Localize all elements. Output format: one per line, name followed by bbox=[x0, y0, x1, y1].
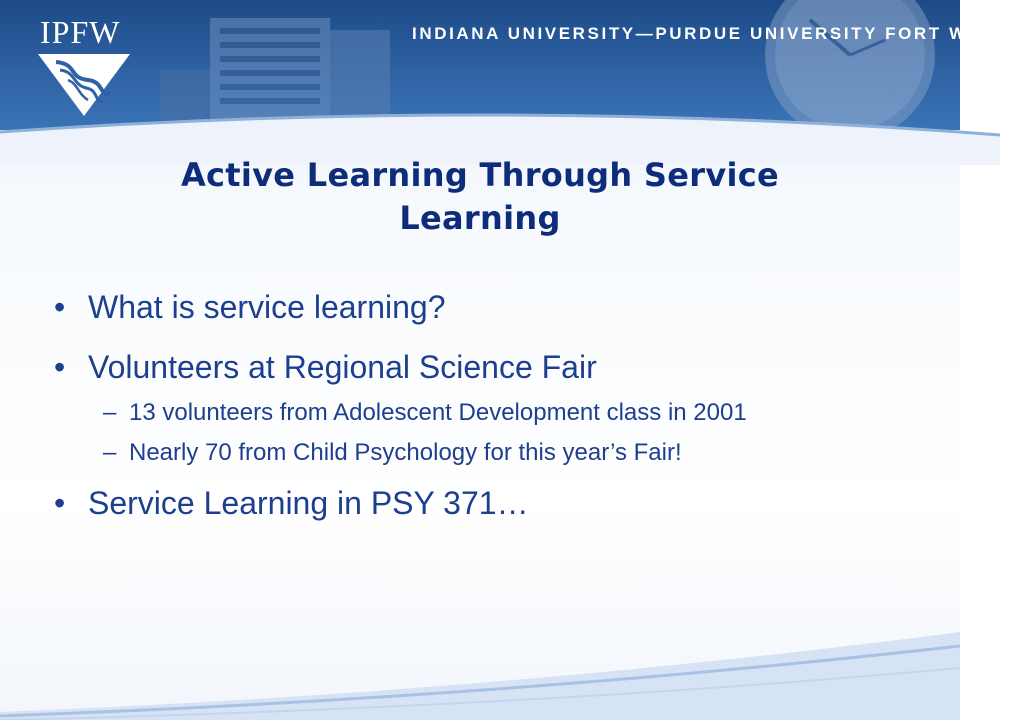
bullet-item bbox=[54, 484, 934, 522]
sub-bullet-marker: – bbox=[103, 399, 117, 426]
slide-title-line-1: Active Learning Through Service bbox=[180, 156, 780, 194]
bullet-item bbox=[54, 348, 934, 386]
bullet-marker: • bbox=[54, 485, 66, 521]
logo-text: IPFW bbox=[40, 14, 121, 50]
bullet-marker: • bbox=[54, 349, 66, 385]
bullet-text: Service Learning in PSY 371… bbox=[88, 485, 529, 521]
sub-bullet-item bbox=[54, 436, 929, 470]
sub-bullet-text: 13 volunteers from Adolescent Development class in 2001 bbox=[129, 399, 747, 426]
university-name: INDIANA UNIVERSITY—PURDUE UNIVERSITY FORT WAYNE bbox=[412, 24, 1023, 43]
bullet-item bbox=[54, 288, 934, 326]
bullet-text: Volunteers at Regional Science Fair bbox=[88, 349, 597, 385]
ipfw-logo bbox=[14, 6, 134, 118]
sub-bullet-marker: – bbox=[103, 439, 117, 466]
sub-bullet-item bbox=[54, 396, 929, 430]
slide-title-line-2: Learning bbox=[399, 199, 561, 237]
bottom-swoosh bbox=[0, 612, 960, 720]
bullet-marker: • bbox=[54, 289, 66, 325]
logo-mark-icon bbox=[38, 54, 130, 116]
bullet-list bbox=[54, 288, 934, 544]
sub-bullet-text: Nearly 70 from Child Psychology for this year’s Fair! bbox=[129, 439, 682, 466]
slide-title bbox=[100, 154, 860, 240]
header-banner bbox=[0, 0, 1023, 130]
bullet-text: What is service learning? bbox=[88, 289, 446, 325]
